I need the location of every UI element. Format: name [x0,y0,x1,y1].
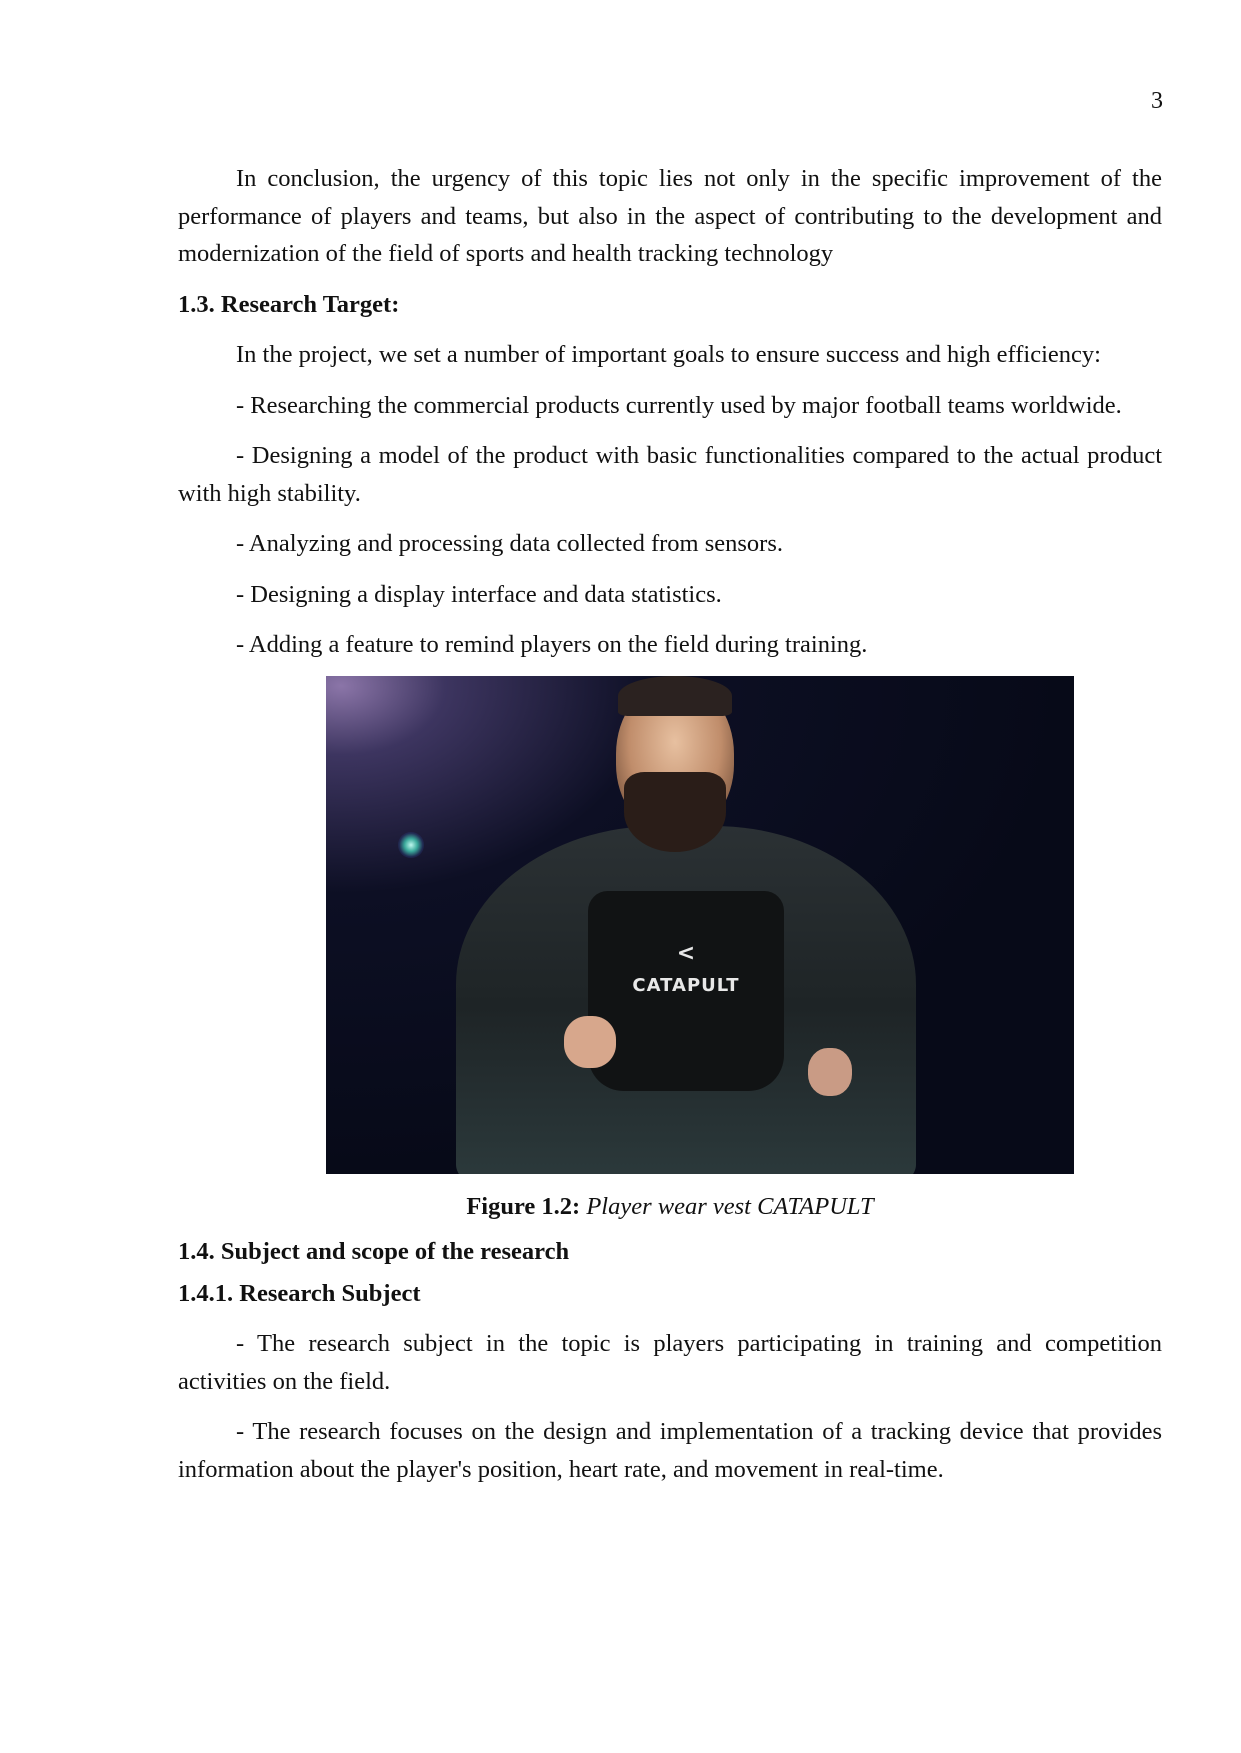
goal-item: - Adding a feature to remind players on the field during training. [236,631,868,658]
lens-flare [398,832,424,858]
document-body [178,160,1162,1501]
goal-item: - Researching the commercial products currently used by major football teams worldwide. [236,391,1122,419]
right-hand [808,1048,852,1096]
catapult-vest [588,891,784,1091]
player-vest-photo [326,676,1074,1174]
research-target-intro: In the project, we set a number of important goals to ensure success and high efficiency: [236,341,1101,368]
goal-item: - Designing a model of the product with basic functionalities compared to the actual product with high stability. [178,442,1162,507]
subsection-heading-research-subject: 1.4.1. Research Subject [178,1279,421,1307]
conclusion-paragraph: In conclusion, the urgency of this topic lies not only in the specific improvement of the performance of players and teams, but also in the aspect of contributing to the development and modernization of the field of sports and health tracking technology [178,165,1162,267]
section-heading-subject-scope: 1.4. Subject and scope of the research [178,1238,570,1265]
subject-item: - The research subject in the topic is players participating in training and competition activities on the field. [178,1330,1162,1395]
catapult-logo-icon: < [676,940,696,966]
catapult-wordmark: CATAPULT [632,974,740,996]
page-number: 3 [1151,88,1163,114]
left-hand [564,1016,616,1068]
figure-caption-text: Player wear vest CATAPULT [586,1192,874,1220]
goal-item: - Designing a display interface and data statistics. [236,580,722,608]
goal-item: - Analyzing and processing data collected from sensors. [236,530,784,557]
figure-caption [178,1188,1162,1226]
figure-1-2 [178,676,1162,1226]
player-beard [624,772,726,852]
section-heading-research-target: 1.3. Research Target: [178,290,400,318]
figure-label: Figure 1.2: [466,1192,581,1220]
subject-item: - The research focuses on the design and implementation of a tracking device that provides information about the player's position, heart rate, and movement in real-time. [178,1418,1162,1483]
player-hair [618,676,732,716]
